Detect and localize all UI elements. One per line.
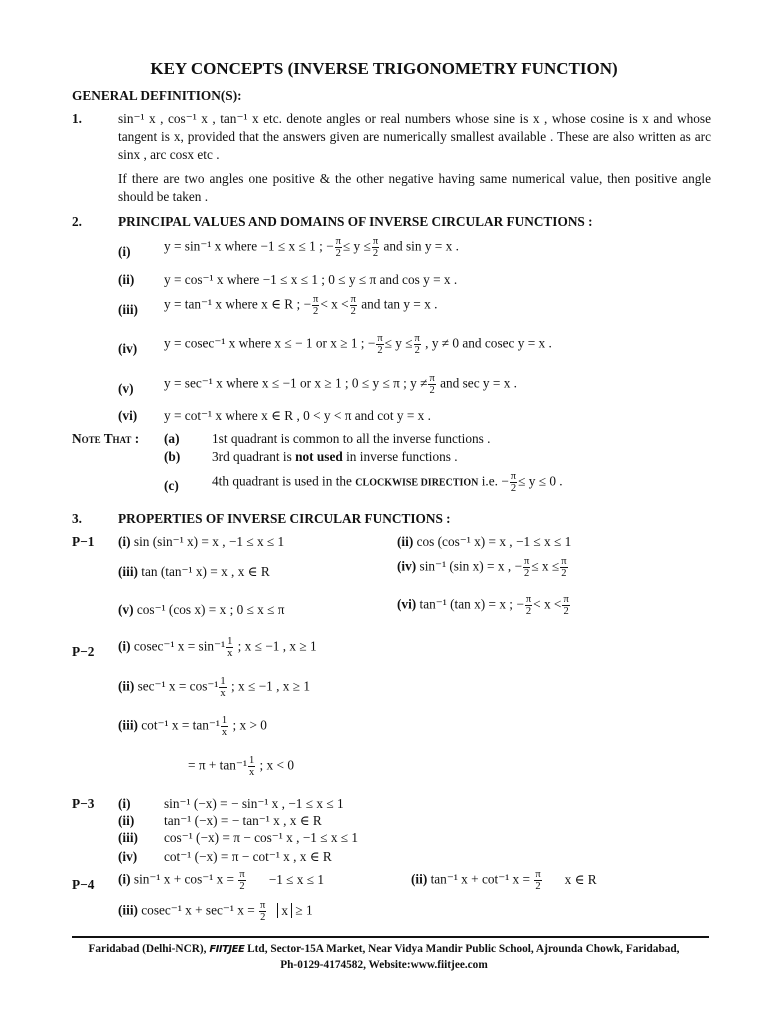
fraction: $\frac{\pi}{2}$ [377, 333, 383, 356]
fraction: $\frac{1}{x}$ [248, 755, 255, 778]
p3-label: P−3 [72, 796, 95, 811]
fraction: $\frac{\pi}{2}$ [525, 594, 532, 617]
fraction: $\frac{1}{x}$ [227, 636, 233, 659]
fraction: $\frac{\pi}{2}$ [563, 594, 569, 617]
fraction: $\frac{\pi}{2}$ [414, 333, 420, 356]
fraction: $\frac{1}{x}$ [221, 715, 228, 738]
p1-i: (i) sin (sin⁻¹ x) = x , −1 ≤ x ≤ 1 [118, 534, 285, 549]
s2-row-ii: y = cos⁻¹ x where −1 ≤ x ≤ 1 ; 0 ≤ y ≤ π and cos y = x . [164, 272, 458, 287]
s2-label-v: (v) [118, 381, 134, 396]
fiitjee-logo: FIITJEE [209, 944, 245, 955]
p2-i: (i) cosec⁻¹ x = sin⁻¹ $\frac{1}{x}$ ; x ≤ −1 , x ≥ 1 [118, 636, 317, 659]
s2-row-iv: y = cosec⁻¹ x where x ≤ − 1 or x ≥ 1 ; − $\frac{\pi}{2}$ ≤ y ≤ $\frac{\pi}{2}$ , y ≠ 0 and cosec y = x . [164, 333, 552, 356]
s2-label-iv: (iv) [118, 341, 138, 356]
p4-i: (i) sin⁻¹ x + cos⁻¹ x = $\frac{\pi}{2}$ −1 ≤ x ≤ 1 [118, 869, 325, 892]
note-c: 4th quadrant is used in the CLOCKWISE DIRECTION i.e. − $\frac{\pi}{2}$ ≤ y ≤ 0 . [212, 471, 563, 494]
p1-label: P−1 [72, 534, 95, 549]
s2-label-iii: (iii) [118, 302, 138, 317]
p4-iii: (iii) cosec⁻¹ x + sec⁻¹ x = $\frac{\pi}{2}$ x ≥ 1 [118, 900, 313, 923]
p1-ii: (ii) cos (cos⁻¹ x) = x , −1 ≤ x ≤ 1 [397, 534, 572, 549]
fraction: $\frac{\pi}{2}$ [561, 556, 567, 579]
s2-row-i: y = sin⁻¹ x where −1 ≤ x ≤ 1 ; − $\frac{\pi}{2}$ ≤ y ≤ $\frac{\pi}{2}$ and sin y = x . [164, 236, 459, 259]
s2-label-vi: (vi) [118, 408, 138, 423]
p4-label: P−4 [72, 877, 95, 892]
general-paragraph-1: sin⁻¹ x , cos⁻¹ x , tan⁻¹ x etc. denote angles or real numbers whose sine is x , whose cosine is x and whose tangent is x, provided that the answers given are numerically smallest available . These are also written as arc sinx , arc cosx etc . [118, 111, 711, 162]
item-number-1: 1. [72, 111, 82, 126]
fraction: $\frac{\pi}{2}$ [535, 869, 541, 892]
item-number-2: 2. [72, 214, 82, 229]
s2-row-vi: y = cot⁻¹ x where x ∈ R , 0 < y < π and cot y = x . [164, 408, 431, 423]
fraction: $\frac{\pi}{2}$ [372, 236, 379, 259]
fraction: $\frac{\pi}{2}$ [313, 294, 319, 317]
general-heading: GENERAL DEFINITION(S): [72, 88, 242, 103]
item-number-3: 3. [72, 511, 82, 526]
note-b-label: (b) [164, 449, 181, 464]
fraction: $\frac{\pi}{2}$ [350, 294, 356, 317]
p3-row-iii: cos⁻¹ (−x) = π − cos⁻¹ x , −1 ≤ x ≤ 1 [164, 830, 359, 845]
note-label: Note That : [72, 431, 140, 446]
p1-iv: (iv) sin⁻¹ (sin x) = x , − $\frac{\pi}{2}$ ≤ x ≤ $\frac{\pi}{2}$ [397, 556, 567, 579]
p1-iii: (iii) tan (tan⁻¹ x) = x , x ∈ R [118, 564, 270, 579]
note-a: 1st quadrant is common to all the inverse functions . [212, 431, 491, 446]
footer-address: Faridabad (Delhi-NCR), FIITJEE Ltd, Sector-15A Market, Near Vidya Mandir Public School, Ajrounda Chowk, Faridabad, [88, 943, 680, 955]
note-b: 3rd quadrant is not used in inverse functions . [212, 449, 458, 464]
s2-label-ii: (ii) [118, 272, 135, 287]
p3-label-ii: (ii) [118, 813, 135, 828]
fraction: $\frac{\pi}{2}$ [239, 869, 245, 892]
p3-row-iv: cot⁻¹ (−x) = π − cot⁻¹ x , x ∈ R [164, 849, 332, 864]
p4-ii: (ii) tan⁻¹ x + cot⁻¹ x = $\frac{\pi}{2}$ x ∈ R [411, 869, 597, 892]
page-title: KEY CONCEPTS (INVERSE TRIGONOMETRY FUNCTION) [150, 59, 618, 78]
fraction: $\frac{1}{x}$ [220, 676, 226, 699]
fraction: $\frac{\pi}{2}$ [335, 236, 341, 259]
fraction: $\frac{\pi}{2}$ [429, 373, 435, 396]
p2-iii: (iii) cot⁻¹ x = tan⁻¹ $\frac{1}{x}$ ; x > 0 [118, 715, 267, 738]
footer-contact: Ph-0129-4174582, Website:www.fiitjee.com [280, 959, 488, 971]
fraction: $\frac{\pi}{2}$ [260, 900, 266, 923]
section-3-heading: PROPERTIES OF INVERSE CIRCULAR FUNCTIONS : [118, 511, 451, 526]
p3-label-iii: (iii) [118, 830, 138, 845]
footer-divider [72, 936, 709, 938]
p3-row-ii: tan⁻¹ (−x) = − tan⁻¹ x , x ∈ R [164, 813, 322, 828]
p1-vi: (vi) tan⁻¹ (tan x) = x ; − $\frac{\pi}{2}$ < x < $\frac{\pi}{2}$ [397, 594, 569, 617]
p1-v: (v) cos⁻¹ (cos x) = x ; 0 ≤ x ≤ π [118, 602, 285, 617]
note-a-label: (a) [164, 431, 180, 446]
p3-label-iv: (iv) [118, 849, 138, 864]
p2-iv: = π + tan⁻¹ $\frac{1}{x}$ ; x < 0 [188, 755, 294, 778]
s2-label-i: (i) [118, 244, 131, 259]
p3-row-i: sin⁻¹ (−x) = − sin⁻¹ x , −1 ≤ x ≤ 1 [164, 796, 344, 811]
fraction: $\frac{\pi}{2}$ [510, 471, 517, 494]
p2-ii: (ii) sec⁻¹ x = cos⁻¹ $\frac{1}{x}$ ; x ≤ −1 , x ≥ 1 [118, 676, 310, 699]
general-paragraph-2: If there are two angles one positive & the other negative having same numerical value, then positive angle should be taken . [118, 171, 711, 204]
fraction: $\frac{\pi}{2}$ [524, 556, 530, 579]
s2-row-v: y = sec⁻¹ x where x ≤ −1 or x ≥ 1 ; 0 ≤ y ≤ π ; y ≠ $\frac{\pi}{2}$ and sec y = x . [164, 373, 518, 396]
section-2-heading: PRINCIPAL VALUES AND DOMAINS OF INVERSE CIRCULAR FUNCTIONS : [118, 214, 593, 229]
p2-label: P−2 [72, 644, 95, 659]
p3-label-i: (i) [118, 796, 131, 811]
note-c-label: (c) [164, 478, 179, 493]
s2-row-iii: y = tan⁻¹ x where x ∈ R ; − $\frac{\pi}{2}$ < x < $\frac{\pi}{2}$ and tan y = x . [164, 294, 438, 317]
